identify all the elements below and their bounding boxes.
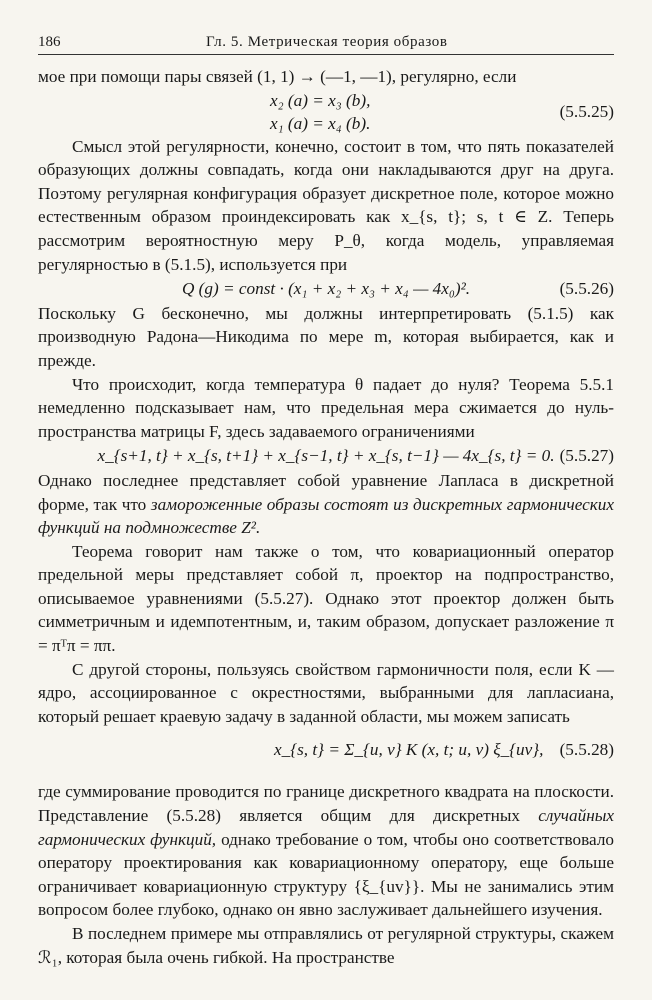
equation-line: x₁ (a) = x₄ (b). — [270, 113, 371, 133]
emphasized-text: замороженные образы состоят из дискретных гармонических функций на подмножестве Z². — [38, 494, 614, 538]
paragraph: Что происходит, когда температура θ падает до нуля? Теорема 5.5.1 немедленно подсказывает нам, что предельная мера сжимается до нуль-пространства матрицы F, здесь задаваемого ограничениями — [38, 374, 614, 441]
equation-5-5-28 — [38, 732, 614, 776]
equation-5-5-26 — [38, 277, 614, 301]
equation-number: (5.5.26) — [559, 279, 614, 299]
paragraph: Поскольку G бесконечно, мы должны интерпретировать (5.1.5) как производную Радона—Никодима по мере m, которая выбирается, как и прежде. — [38, 303, 614, 370]
equation-number: (5.5.27) — [559, 446, 614, 466]
paragraph: Теорема говорит нам также о том, что ковариационный оператор предельной меры представляет собой π, проектор на подпространство, описываемое уравнениями (5.5.27). Однако этот проектор должен быть симметричным и идемпотентным, и, таким образом, допускает разложение π = πᵀπ = ππ. — [38, 541, 614, 656]
book-page — [38, 32, 614, 969]
equation-5-5-27 — [38, 444, 614, 468]
paragraph: Смысл этой регулярности, конечно, состоит в том, что пять показателей образующих должны совпадать, когда они накладываются друг на друга. Поэтому регулярная конфигурация образует дискретное поле, которое можно естественным образом проиндексировать как x_{s, t}; s, t ∈ Z. Теперь рассмотрим вероятностную меру P_θ, когда модель, управляемая регулярностью в (5.1.5), используется при — [38, 136, 614, 274]
equation-number: (5.5.28) — [559, 740, 614, 760]
page-body — [38, 65, 614, 969]
equation-number: (5.5.25) — [559, 101, 614, 121]
equation-body: x_{s+1, t} + x_{s, t+1} + x_{s−1, t} + x_{s, t−1} — 4x_{s, t} = 0. — [97, 446, 555, 466]
equation-line: x₂ (a) = x₃ (b), — [270, 90, 371, 110]
text-run: где суммирование проводится по границе дискретного квадрата на плоскости. Представление (5.5.28) является общим для дискретных — [38, 782, 614, 826]
equation-5-5-25 — [38, 89, 614, 135]
paragraph — [38, 780, 614, 922]
running-title: Гл. 5. Метрическая теория образов — [206, 34, 448, 50]
equation-body: Q (g) = const · (x₁ + x₂ + x₃ + x₄ — 4x₀)². — [181, 279, 471, 299]
text-run: Однако последнее представляет собой уравнение Лапласа в дискретной форме, так что — [38, 470, 614, 514]
line-continuation: мое при помощи пары связей (1, 1) → (—1, —1), регулярно, если — [38, 67, 517, 86]
text-run: однако требование о том, чтобы оно соответствовало оператору проектирования как ковариационному оператору, еще больше ограничивает ковариационную структуру {ξ_{uv}}. Мы не занимались этим вопросом более глубоко, однако он явно заслуживает дальнейшего изучения. — [38, 829, 614, 920]
paragraph: С другой стороны, пользуясь свойством гармоничности поля, если K —ядро, ассоциированное с окрестностями, выбранными для лапласиана, который решает краевую задачу в заданной области, мы можем записать — [38, 659, 614, 726]
emphasized-text: случайных гармонических функций, — [38, 806, 614, 849]
paragraph — [38, 469, 614, 540]
equation-body: x_{s, t} = Σ_{u, v} K (x, t; u, v) ξ_{uv}, — [274, 740, 544, 760]
page-number: 186 — [38, 34, 61, 50]
running-header — [38, 32, 614, 55]
paragraph: В последнем примере мы отправлялись от регулярной структуры, скажем ℛ₁, которая была очень гибкой. На пространстве — [38, 924, 614, 967]
